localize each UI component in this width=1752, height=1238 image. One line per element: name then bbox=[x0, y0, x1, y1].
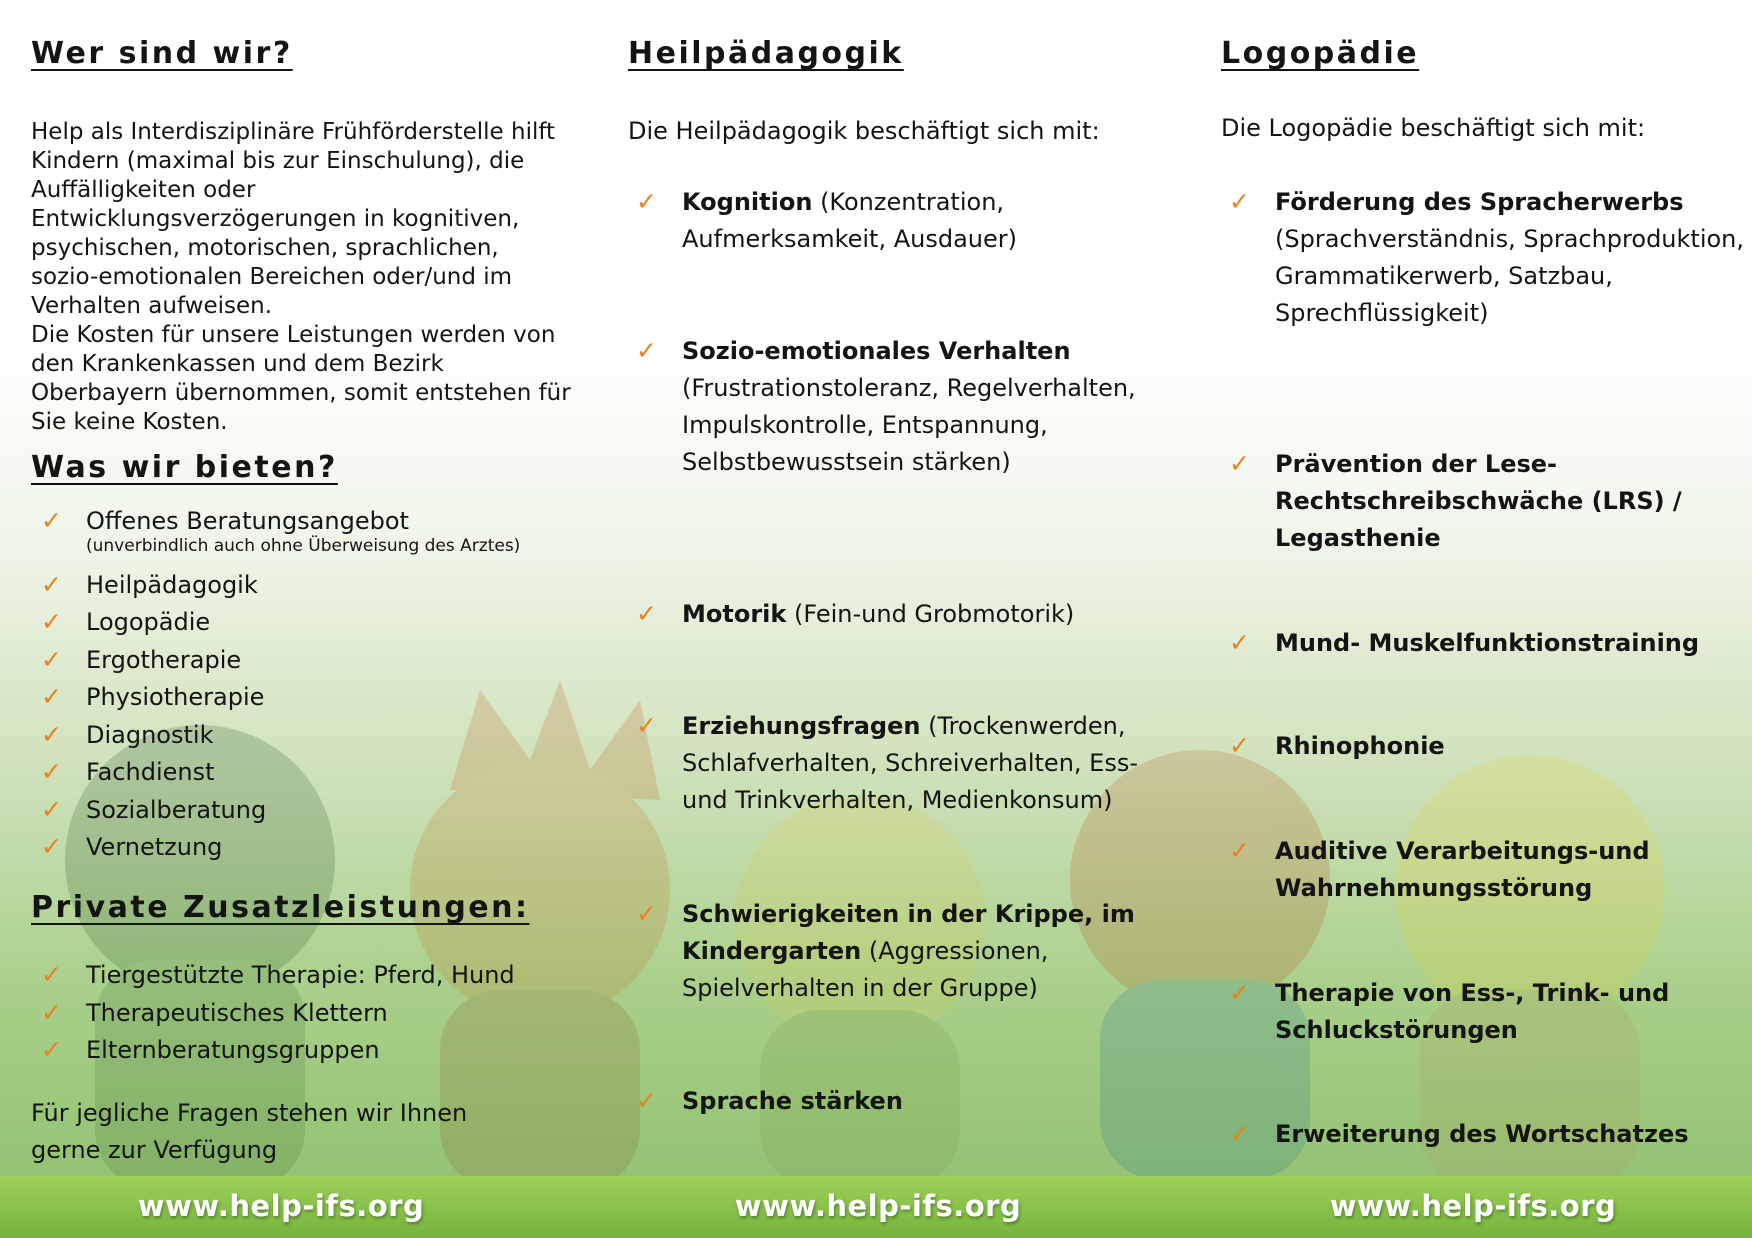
topic-title: Prävention der Lese-Rechtschreibschwäche (LRS) / Legasthenie bbox=[1275, 450, 1682, 552]
heading-heilpaedagogik: Heilpädagogik bbox=[628, 36, 904, 71]
checkmark-icon: ✓ bbox=[41, 607, 62, 636]
intro-text: Die Logopädie beschäftigt sich mit: bbox=[1221, 114, 1646, 142]
offer-label: Sozialberatung bbox=[86, 796, 267, 824]
heading-private-services: Private Zusatzleistungen: bbox=[31, 890, 530, 925]
checkmark-icon: ✓ bbox=[1229, 836, 1250, 865]
topic-title: Sprache stärken bbox=[682, 1087, 903, 1115]
website-link[interactable]: www.help-ifs.org bbox=[1329, 1189, 1617, 1223]
checkmark-icon: ✓ bbox=[41, 795, 62, 824]
heading-logopaedie: Logopädie bbox=[1221, 36, 1420, 71]
topic-title: Schwierigkeiten in der Krippe, im Kindergarten bbox=[682, 900, 1135, 965]
footer-bar bbox=[0, 1176, 1752, 1238]
topic-detail: (Frustrationstoleranz, Regelverhalten, Impulskontrolle, Entspannung, Selbstbewusstsein stärken) bbox=[682, 374, 1136, 476]
intro-text bbox=[31, 118, 571, 437]
topic-detail: (Konzentration, Aufmerksamkeit, Ausdauer) bbox=[682, 188, 1018, 253]
checkmark-icon: ✓ bbox=[41, 645, 62, 674]
checkmark-icon: ✓ bbox=[1229, 628, 1250, 657]
checkmark-icon: ✓ bbox=[41, 1035, 62, 1064]
topic-detail: (Aggressionen, Spielverhalten in der Gruppe) bbox=[682, 937, 1049, 1002]
checkmark-icon: ✓ bbox=[1229, 1119, 1250, 1148]
checkmark-icon: ✓ bbox=[41, 720, 62, 749]
checkmark-icon: ✓ bbox=[636, 899, 657, 928]
topic-title: Erziehungsfragen bbox=[682, 712, 921, 740]
topic-title: Motorik bbox=[682, 600, 787, 628]
checkmark-icon: ✓ bbox=[636, 599, 657, 628]
topic-title: Rhinophonie bbox=[1275, 732, 1445, 760]
checkmark-icon: ✓ bbox=[1229, 449, 1250, 478]
offer-label: Offenes Beratungsangebot bbox=[86, 507, 409, 535]
closing-text: Für jegliche Fragen stehen wir Ihnen gerne zur Verfügung bbox=[31, 1099, 468, 1164]
checkmark-icon: ✓ bbox=[1229, 978, 1250, 1007]
costs-paragraph: Die Kosten für unsere Leistungen werden von den Krankenkassen und dem Bezirk Oberbayern übernommen, somit entstehen für Sie keine Kosten. bbox=[31, 322, 571, 435]
offer-label: Fachdienst bbox=[86, 758, 215, 786]
topic-title: Auditive Verarbeitungs-und Wahrnehmungsstörung bbox=[1275, 837, 1650, 902]
checkmark-icon: ✓ bbox=[636, 187, 657, 216]
offer-label: Ergotherapie bbox=[86, 646, 242, 674]
topic-detail: (Fein-und Grobmotorik) bbox=[786, 600, 1075, 628]
checkmark-icon: ✓ bbox=[41, 832, 62, 861]
checkmark-icon: ✓ bbox=[41, 960, 62, 989]
offer-note: (unverbindlich auch ohne Überweisung des Arztes) bbox=[86, 536, 521, 556]
offer-label: Logopädie bbox=[86, 608, 211, 636]
offer-label: Vernetzung bbox=[86, 833, 223, 861]
offer-label: Diagnostik bbox=[86, 721, 214, 749]
topic-title: Therapie von Ess-, Trink- und Schluckstörungen bbox=[1275, 979, 1670, 1044]
checkmark-icon: ✓ bbox=[41, 757, 62, 786]
topic-detail: (Trockenwerden, Schlafverhalten, Schreiverhalten, Ess-und Trinkverhalten, Medienkonsum) bbox=[682, 712, 1138, 814]
private-service-label: Tiergestützte Therapie: Pferd, Hund bbox=[86, 961, 515, 989]
offer-label: Heilpädagogik bbox=[86, 571, 258, 599]
checkmark-icon: ✓ bbox=[1229, 731, 1250, 760]
private-service-label: Elternberatungsgruppen bbox=[86, 1036, 380, 1064]
topic-title: Mund- Muskelfunktionstraining bbox=[1275, 629, 1700, 657]
heading-what-we-offer: Was wir bieten? bbox=[31, 450, 338, 485]
checkmark-icon: ✓ bbox=[41, 506, 62, 535]
checkmark-icon: ✓ bbox=[41, 682, 62, 711]
checkmark-icon: ✓ bbox=[636, 1086, 657, 1115]
topic-detail: (Sprachverständnis, Sprachproduktion, Grammatikerwerb, Satzbau, Sprechflüssigkeit) bbox=[1275, 225, 1745, 327]
intro-text: Die Heilpädagogik beschäftigt sich mit: bbox=[628, 117, 1100, 145]
website-link[interactable]: www.help-ifs.org bbox=[137, 1189, 425, 1223]
topic-title: Förderung des Spracherwerbs bbox=[1275, 188, 1684, 216]
heading-who-we-are: Wer sind wir? bbox=[31, 36, 293, 71]
topic-title: Sozio-emotionales Verhalten bbox=[682, 337, 1071, 365]
topic-title: Erweiterung des Wortschatzes bbox=[1275, 1120, 1689, 1148]
website-link[interactable]: www.help-ifs.org bbox=[734, 1189, 1022, 1223]
checkmark-icon: ✓ bbox=[636, 711, 657, 740]
offer-label: Physiotherapie bbox=[86, 683, 265, 711]
topic-title: Kognition bbox=[682, 188, 813, 216]
private-service-label: Therapeutisches Klettern bbox=[86, 999, 388, 1027]
checkmark-icon: ✓ bbox=[41, 570, 62, 599]
checkmark-icon: ✓ bbox=[1229, 187, 1250, 216]
checkmark-icon: ✓ bbox=[41, 998, 62, 1027]
checkmark-icon: ✓ bbox=[636, 336, 657, 365]
intro-paragraph: Help als Interdisziplinäre Frühförderstelle hilft Kindern (maximal bis zur Einschulung), die Auffälligkeiten oder Entwicklungsverzögerungen in kognitiven, psychischen, motorischen, sprachlichen, sozio-emotionalen Bereichen oder/und im Verhalten aufweisen. bbox=[31, 119, 556, 319]
